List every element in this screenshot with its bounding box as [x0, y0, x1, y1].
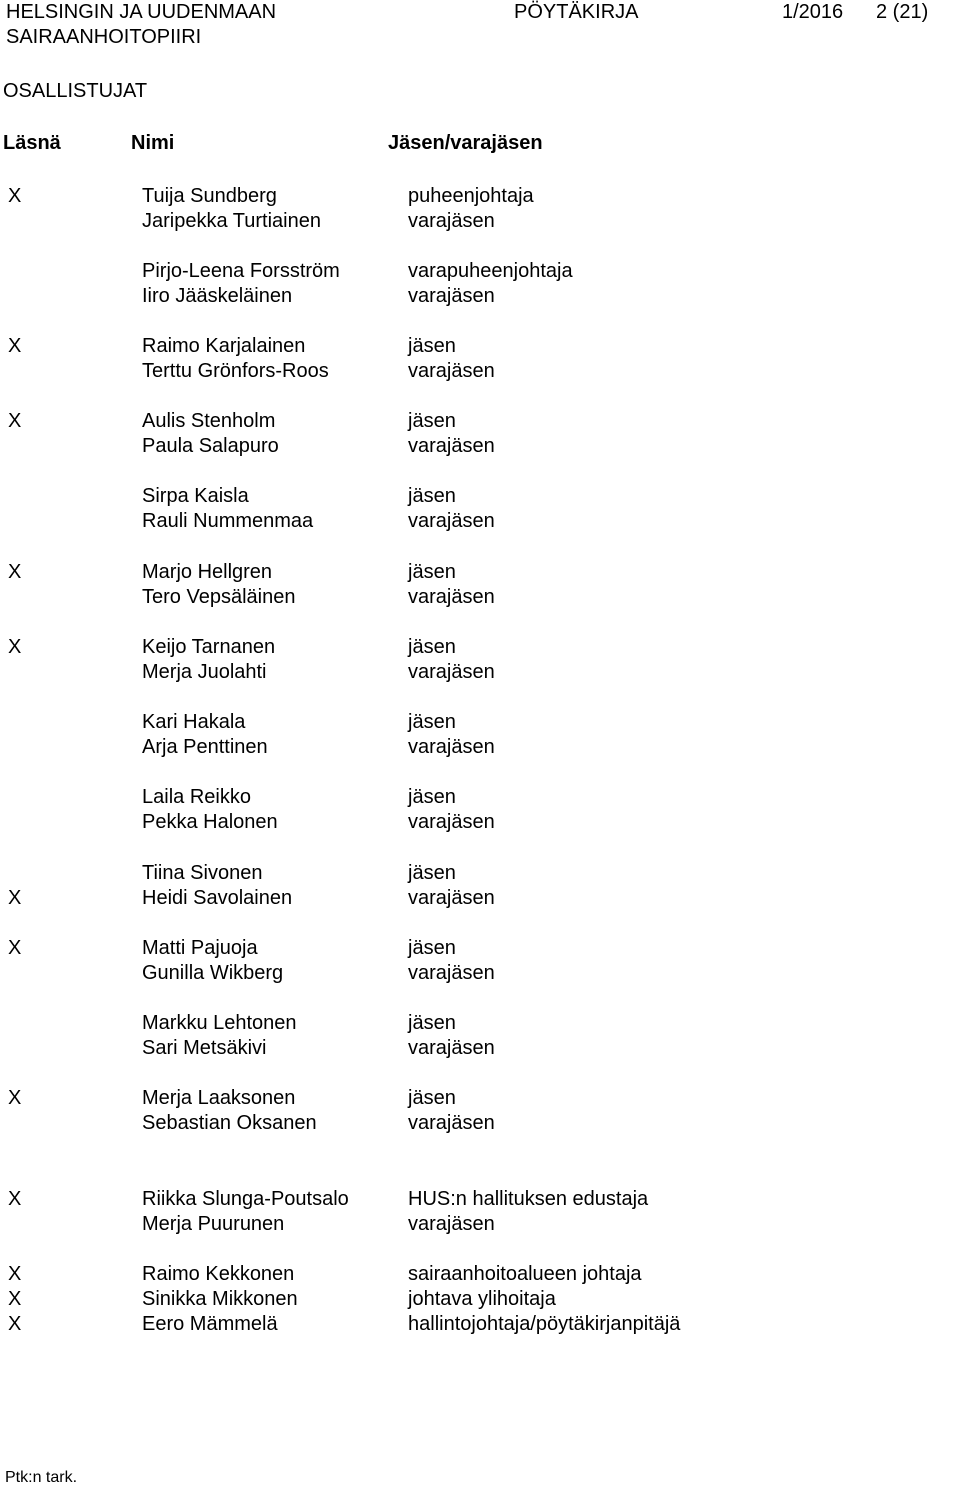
participant-row [0, 284, 960, 309]
column-header-present: Läsnä [3, 132, 61, 154]
participant-row [0, 660, 960, 685]
participant-row [0, 810, 960, 835]
participant-name: Tiina Sivonen [142, 862, 263, 884]
participant-name: Iiro Jääskeläinen [142, 285, 293, 307]
participant-row [0, 1111, 960, 1136]
participant-role: jäsen [408, 485, 456, 507]
participant-row [0, 1262, 960, 1287]
participant-name: Tero Vepsäläinen [142, 586, 296, 608]
participant-name: Gunilla Wikberg [142, 962, 284, 984]
participant-name: Arja Penttinen [142, 736, 268, 758]
participant-role: varajäsen [408, 736, 495, 758]
participant-role: sairaanhoitoalueen johtaja [408, 1263, 642, 1285]
participant-row [0, 560, 960, 585]
participant-name: Heidi Savolainen [142, 887, 293, 909]
participant-role: jäsen [408, 937, 456, 959]
present-mark: X [8, 937, 22, 959]
participant-name: Matti Pajuoja [142, 937, 258, 959]
column-header-role: Jäsen/varajäsen [388, 132, 543, 154]
participant-row [0, 1312, 960, 1337]
participant-name: Terttu Grönfors-Roos [142, 360, 329, 382]
participant-name: Merja Laaksonen [142, 1087, 296, 1109]
participant-row [0, 1011, 960, 1036]
participant-role: jäsen [408, 862, 456, 884]
participant-role: hallintojohtaja/pöytäkirjanpitäjä [408, 1313, 681, 1335]
participant-role: jäsen [408, 410, 456, 432]
participant-row [0, 585, 960, 610]
participant-row [0, 886, 960, 911]
participant-row [0, 635, 960, 660]
participant-name: Pekka Halonen [142, 811, 278, 833]
participant-name: Merja Juolahti [142, 661, 267, 683]
organization-name-line2: SAIRAANHOITOPIIRI [6, 26, 202, 48]
participant-role: puheenjohtaja [408, 185, 534, 207]
participant-row [0, 785, 960, 810]
participant-name: Raimo Kekkonen [142, 1263, 295, 1285]
present-mark: X [8, 1263, 22, 1285]
participant-name: Eero Mämmelä [142, 1313, 278, 1335]
participant-name: Marjo Hellgren [142, 561, 273, 583]
page-number: 2 (21) [876, 1, 929, 23]
participant-role: jäsen [408, 636, 456, 658]
participant-row [0, 710, 960, 735]
participant-role: jäsen [408, 1012, 456, 1034]
organization-name-line1: HELSINGIN JA UUDENMAAN [6, 1, 277, 23]
present-mark: X [8, 636, 22, 658]
participant-row [0, 209, 960, 234]
participant-role: varajäsen [408, 962, 495, 984]
participant-role: varajäsen [408, 1037, 495, 1059]
footer-verification-note: Ptk:n tark. [5, 1469, 78, 1486]
participant-row [0, 184, 960, 209]
participant-row [0, 1212, 960, 1237]
participant-role: varajäsen [408, 661, 495, 683]
participant-row [0, 1187, 960, 1212]
participant-role: varajäsen [408, 510, 495, 532]
participant-row [0, 1287, 960, 1312]
participant-row [0, 961, 960, 986]
participant-name: Merja Puurunen [142, 1213, 285, 1235]
participant-role: varajäsen [408, 435, 495, 457]
participant-name: Paula Salapuro [142, 435, 279, 457]
participant-role: varajäsen [408, 1213, 495, 1235]
participant-row [0, 936, 960, 961]
present-mark: X [8, 1288, 22, 1310]
participant-name: Kari Hakala [142, 711, 246, 733]
participant-name: Pirjo-Leena Forsström [142, 260, 340, 282]
present-mark: X [8, 561, 22, 583]
participant-name: Riikka Slunga-Poutsalo [142, 1188, 349, 1210]
participant-name: Sebastian Oksanen [142, 1112, 317, 1134]
document-number: 1/2016 [782, 1, 844, 23]
participant-role: varajäsen [408, 285, 495, 307]
participant-name: Sari Metsäkivi [142, 1037, 267, 1059]
participant-name: Markku Lehtonen [142, 1012, 297, 1034]
participant-name: Sinikka Mikkonen [142, 1288, 298, 1310]
document-type: PÖYTÄKIRJA [514, 1, 639, 23]
participant-row [0, 359, 960, 384]
present-mark: X [8, 1188, 22, 1210]
participant-row [0, 1036, 960, 1061]
participant-row [0, 409, 960, 434]
present-mark: X [8, 1087, 22, 1109]
participant-role: varajäsen [408, 360, 495, 382]
present-mark: X [8, 1313, 22, 1335]
present-mark: X [8, 887, 22, 909]
document-header [0, 0, 960, 52]
column-header-name: Nimi [131, 132, 175, 154]
present-mark: X [8, 185, 22, 207]
participant-role: jäsen [408, 335, 456, 357]
participant-row [0, 259, 960, 284]
participant-name: Keijo Tarnanen [142, 636, 276, 658]
participant-row [0, 484, 960, 509]
participant-name: Tuija Sundberg [142, 185, 277, 207]
participant-role: johtava ylihoitaja [408, 1288, 556, 1310]
section-title: OSALLISTUJAT [3, 80, 148, 102]
participant-row [0, 509, 960, 534]
present-mark: X [8, 410, 22, 432]
participant-name: Jaripekka Turtiainen [142, 210, 321, 232]
participant-role: varajäsen [408, 586, 495, 608]
participant-role: varajäsen [408, 887, 495, 909]
participant-role: varajäsen [408, 210, 495, 232]
participant-role: HUS:n hallituksen edustaja [408, 1188, 649, 1210]
participant-name: Raimo Karjalainen [142, 335, 306, 357]
present-mark: X [8, 335, 22, 357]
participant-name: Aulis Stenholm [142, 410, 276, 432]
participant-row [0, 735, 960, 760]
participant-role: varapuheenjohtaja [408, 260, 573, 282]
participant-name: Laila Reikko [142, 786, 251, 808]
participant-role: jäsen [408, 711, 456, 733]
participant-row [0, 1086, 960, 1111]
participant-name: Sirpa Kaisla [142, 485, 249, 507]
participant-name: Rauli Nummenmaa [142, 510, 314, 532]
participant-role: jäsen [408, 1087, 456, 1109]
participant-row [0, 434, 960, 459]
participant-row [0, 861, 960, 886]
participant-role: jäsen [408, 786, 456, 808]
participant-row [0, 334, 960, 359]
participant-role: varajäsen [408, 811, 495, 833]
participant-role: varajäsen [408, 1112, 495, 1134]
participant-role: jäsen [408, 561, 456, 583]
